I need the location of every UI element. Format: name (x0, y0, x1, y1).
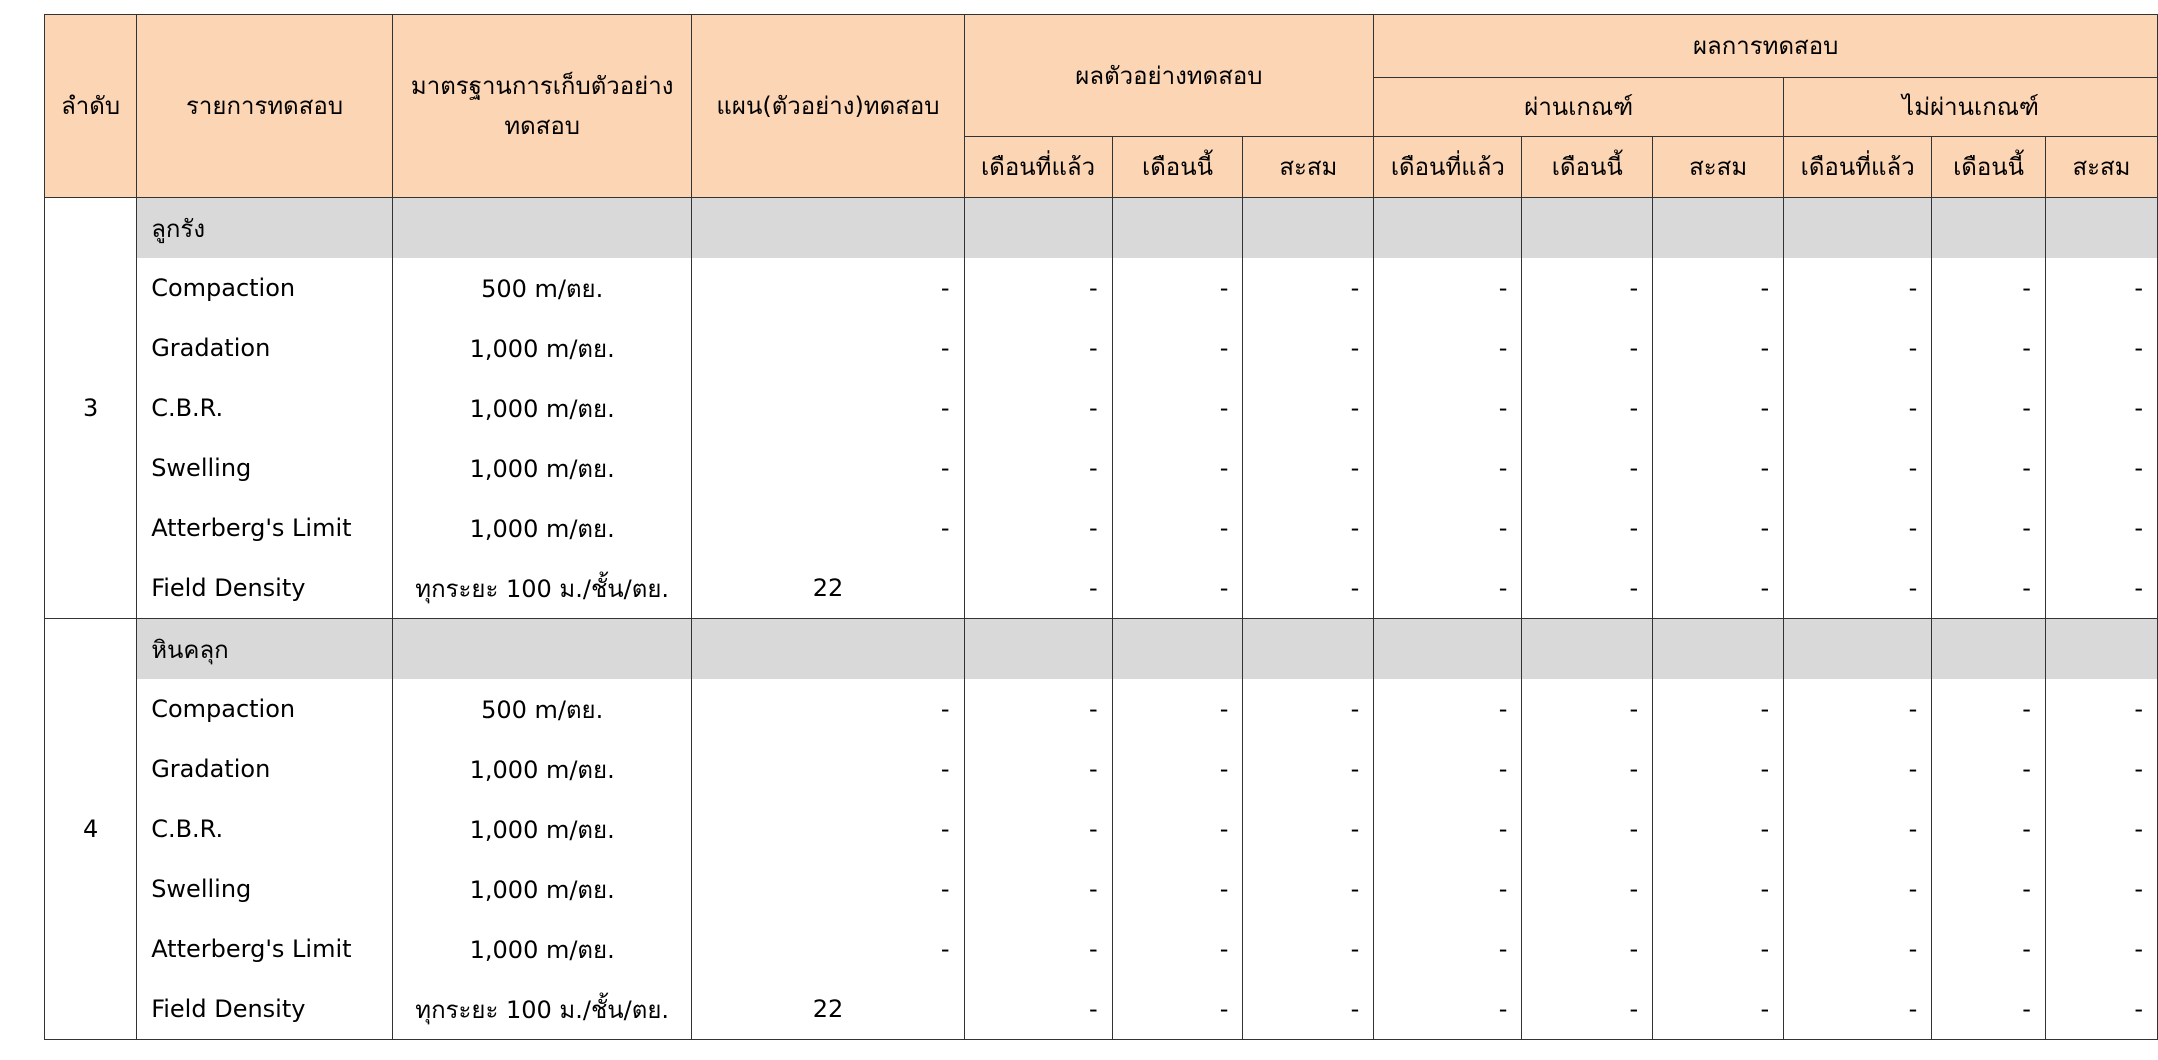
plan-value: - (692, 318, 964, 378)
header-pass-last-month: เดือนที่แล้ว (1374, 137, 1522, 198)
result-value: - (964, 318, 1112, 378)
result-value: - (1522, 378, 1653, 438)
result-value: - (964, 558, 1112, 619)
group-row (45, 619, 2158, 680)
test-item-name: Atterberg's Limit (137, 498, 393, 558)
result-value: - (1243, 258, 1374, 318)
result-value: - (1653, 498, 1784, 558)
header-standard: มาตรฐานการเก็บตัวอย่างทดสอบ (392, 15, 691, 198)
result-value: - (1243, 679, 1374, 739)
group-empty-cell (1784, 198, 1932, 259)
result-value: - (1374, 919, 1522, 979)
header-fail-this-month: เดือนนี้ (1932, 137, 2046, 198)
plan-value: - (692, 679, 964, 739)
result-value: - (1522, 258, 1653, 318)
table-row (45, 799, 2158, 859)
result-value: - (1374, 498, 1522, 558)
result-value: - (1522, 859, 1653, 919)
result-value: - (1374, 739, 1522, 799)
result-value: - (1112, 258, 1243, 318)
result-value: - (1784, 378, 1932, 438)
table-row (45, 498, 2158, 558)
result-value: - (1932, 318, 2046, 378)
result-value: - (1112, 919, 1243, 979)
plan-value: - (692, 378, 964, 438)
result-value: - (1653, 859, 1784, 919)
result-value: - (1112, 558, 1243, 619)
test-item-name: Field Density (137, 979, 393, 1040)
header-fail-cumulative: สะสม (2045, 137, 2157, 198)
table-body (45, 198, 2158, 1040)
group-empty-cell (1522, 198, 1653, 259)
header-samples-this-month: เดือนนี้ (1112, 137, 1243, 198)
result-value: - (1784, 979, 1932, 1040)
header-seq: ลำดับ (45, 15, 137, 198)
test-item-name: Gradation (137, 318, 393, 378)
sampling-standard: 1,000 m/ตย. (392, 318, 691, 378)
result-value: - (2045, 859, 2157, 919)
plan-value: - (692, 859, 964, 919)
result-value: - (1932, 258, 2046, 318)
table-row (45, 979, 2158, 1040)
result-value: - (1374, 438, 1522, 498)
group-empty-cell (1374, 619, 1522, 680)
sampling-standard: 1,000 m/ตย. (392, 919, 691, 979)
table-row (45, 739, 2158, 799)
sampling-standard: ทุกระยะ 100 ม./ชั้น/ตย. (392, 979, 691, 1040)
result-value: - (1243, 799, 1374, 859)
result-value: - (1784, 558, 1932, 619)
row-seq-number: 3 (45, 198, 137, 619)
group-empty-cell (1653, 198, 1784, 259)
result-value: - (2045, 739, 2157, 799)
result-value: - (1243, 318, 1374, 378)
group-empty-cell (964, 619, 1112, 680)
result-value: - (2045, 378, 2157, 438)
result-value: - (2045, 498, 2157, 558)
result-value: - (1932, 498, 2046, 558)
result-value: - (1784, 258, 1932, 318)
plan-value: - (692, 739, 964, 799)
result-value: - (1932, 799, 2046, 859)
result-value: - (1112, 378, 1243, 438)
group-empty-cell (692, 198, 964, 259)
header-item: รายการทดสอบ (137, 15, 393, 198)
result-value: - (2045, 438, 2157, 498)
result-value: - (964, 378, 1112, 438)
result-value: - (1374, 679, 1522, 739)
result-value: - (1784, 438, 1932, 498)
result-value: - (1112, 739, 1243, 799)
test-results-table (44, 14, 2158, 1040)
group-empty-cell (1932, 198, 2046, 259)
group-empty-cell (1112, 619, 1243, 680)
result-value: - (1653, 919, 1784, 979)
result-value: - (1784, 739, 1932, 799)
header-results: ผลการทดสอบ (1374, 15, 2158, 78)
result-value: - (2045, 258, 2157, 318)
result-value: - (1522, 799, 1653, 859)
header-fail: ไม่ผ่านเกณฑ์ (1784, 78, 2158, 137)
group-empty-cell (964, 198, 1112, 259)
group-empty-cell (1112, 198, 1243, 259)
result-value: - (1374, 979, 1522, 1040)
result-value: - (1243, 979, 1374, 1040)
table-row (45, 558, 2158, 619)
group-empty-cell (392, 198, 691, 259)
header-samples-cumulative: สะสม (1243, 137, 1374, 198)
result-value: - (1112, 859, 1243, 919)
result-value: - (1522, 318, 1653, 378)
group-label: ลูกรัง (137, 198, 393, 259)
group-empty-cell (2045, 198, 2157, 259)
sampling-standard: 500 m/ตย. (392, 258, 691, 318)
sampling-standard: 1,000 m/ตย. (392, 438, 691, 498)
result-value: - (1374, 258, 1522, 318)
result-value: - (1243, 378, 1374, 438)
result-value: - (1932, 919, 2046, 979)
result-value: - (1932, 979, 2046, 1040)
plan-value: - (692, 258, 964, 318)
result-value: - (1653, 979, 1784, 1040)
result-value: - (1784, 919, 1932, 979)
result-value: - (1653, 438, 1784, 498)
result-value: - (1653, 258, 1784, 318)
result-value: - (964, 919, 1112, 979)
result-value: - (1243, 498, 1374, 558)
result-value: - (1784, 679, 1932, 739)
result-value: - (1653, 558, 1784, 619)
table-row (45, 378, 2158, 438)
result-value: - (1243, 739, 1374, 799)
result-value: - (1374, 859, 1522, 919)
table-row (45, 258, 2158, 318)
result-value: - (1653, 799, 1784, 859)
result-value: - (2045, 679, 2157, 739)
result-value: - (1374, 799, 1522, 859)
group-row (45, 198, 2158, 259)
table-row (45, 679, 2158, 739)
result-value: - (964, 979, 1112, 1040)
result-value: - (964, 498, 1112, 558)
group-empty-cell (1932, 619, 2046, 680)
result-value: - (1112, 318, 1243, 378)
header-samples-last-month: เดือนที่แล้ว (964, 137, 1112, 198)
result-value: - (2045, 558, 2157, 619)
result-value: - (1784, 318, 1932, 378)
table-row (45, 859, 2158, 919)
result-value: - (1932, 739, 2046, 799)
result-value: - (2045, 799, 2157, 859)
plan-value: - (692, 799, 964, 859)
row-seq-number: 4 (45, 619, 137, 1040)
result-value: - (1522, 919, 1653, 979)
group-empty-cell (1784, 619, 1932, 680)
header-pass-this-month: เดือนนี้ (1522, 137, 1653, 198)
group-empty-cell (692, 619, 964, 680)
plan-value: - (692, 498, 964, 558)
result-value: - (1112, 679, 1243, 739)
group-label: หินคลุก (137, 619, 393, 680)
result-value: - (964, 258, 1112, 318)
sampling-standard: ทุกระยะ 100 ม./ชั้น/ตย. (392, 558, 691, 619)
test-item-name: C.B.R. (137, 799, 393, 859)
group-empty-cell (2045, 619, 2157, 680)
sampling-standard: 500 m/ตย. (392, 679, 691, 739)
group-empty-cell (1243, 198, 1374, 259)
header-plan: แผน(ตัวอย่าง)ทดสอบ (692, 15, 964, 198)
result-value: - (1522, 979, 1653, 1040)
result-value: - (1784, 799, 1932, 859)
result-value: - (1374, 558, 1522, 619)
result-value: - (1374, 318, 1522, 378)
result-value: - (1784, 498, 1932, 558)
result-value: - (1932, 679, 2046, 739)
table-row (45, 438, 2158, 498)
header-pass-cumulative: สะสม (1653, 137, 1784, 198)
result-value: - (1522, 498, 1653, 558)
result-value: - (1522, 739, 1653, 799)
test-item-name: Swelling (137, 859, 393, 919)
header-fail-last-month: เดือนที่แล้ว (1784, 137, 1932, 198)
result-value: - (2045, 318, 2157, 378)
result-value: - (1653, 679, 1784, 739)
sampling-standard: 1,000 m/ตย. (392, 739, 691, 799)
test-item-name: Atterberg's Limit (137, 919, 393, 979)
test-item-name: Compaction (137, 679, 393, 739)
plan-value: 22 (692, 979, 964, 1040)
result-value: - (1932, 859, 2046, 919)
group-empty-cell (1374, 198, 1522, 259)
test-item-name: Gradation (137, 739, 393, 799)
sampling-standard: 1,000 m/ตย. (392, 378, 691, 438)
group-empty-cell (392, 619, 691, 680)
result-value: - (1653, 318, 1784, 378)
result-value: - (1653, 378, 1784, 438)
result-value: - (964, 859, 1112, 919)
result-value: - (964, 679, 1112, 739)
result-value: - (964, 799, 1112, 859)
result-value: - (1243, 438, 1374, 498)
result-value: - (1522, 679, 1653, 739)
table-row (45, 919, 2158, 979)
result-value: - (1522, 438, 1653, 498)
group-empty-cell (1522, 619, 1653, 680)
group-empty-cell (1243, 619, 1374, 680)
result-value: - (1243, 558, 1374, 619)
result-value: - (1112, 498, 1243, 558)
result-value: - (1112, 979, 1243, 1040)
result-value: - (964, 739, 1112, 799)
header-pass: ผ่านเกณฑ์ (1374, 78, 1784, 137)
result-value: - (1243, 919, 1374, 979)
result-value: - (1112, 438, 1243, 498)
result-value: - (1932, 378, 2046, 438)
result-value: - (964, 438, 1112, 498)
test-item-name: C.B.R. (137, 378, 393, 438)
result-value: - (2045, 979, 2157, 1040)
result-value: - (1522, 558, 1653, 619)
sampling-standard: 1,000 m/ตย. (392, 799, 691, 859)
result-value: - (1653, 739, 1784, 799)
result-value: - (1784, 859, 1932, 919)
result-value: - (1932, 558, 2046, 619)
plan-value: 22 (692, 558, 964, 619)
table-row (45, 318, 2158, 378)
result-value: - (1932, 438, 2046, 498)
plan-value: - (692, 438, 964, 498)
test-item-name: Field Density (137, 558, 393, 619)
test-item-name: Compaction (137, 258, 393, 318)
plan-value: - (692, 919, 964, 979)
result-value: - (2045, 919, 2157, 979)
test-item-name: Swelling (137, 438, 393, 498)
group-empty-cell (1653, 619, 1784, 680)
result-value: - (1374, 378, 1522, 438)
test-results-table-wrapper (44, 14, 2158, 1040)
result-value: - (1112, 799, 1243, 859)
result-value: - (1243, 859, 1374, 919)
header-samples: ผลตัวอย่างทดสอบ (964, 15, 1374, 137)
sampling-standard: 1,000 m/ตย. (392, 498, 691, 558)
sampling-standard: 1,000 m/ตย. (392, 859, 691, 919)
